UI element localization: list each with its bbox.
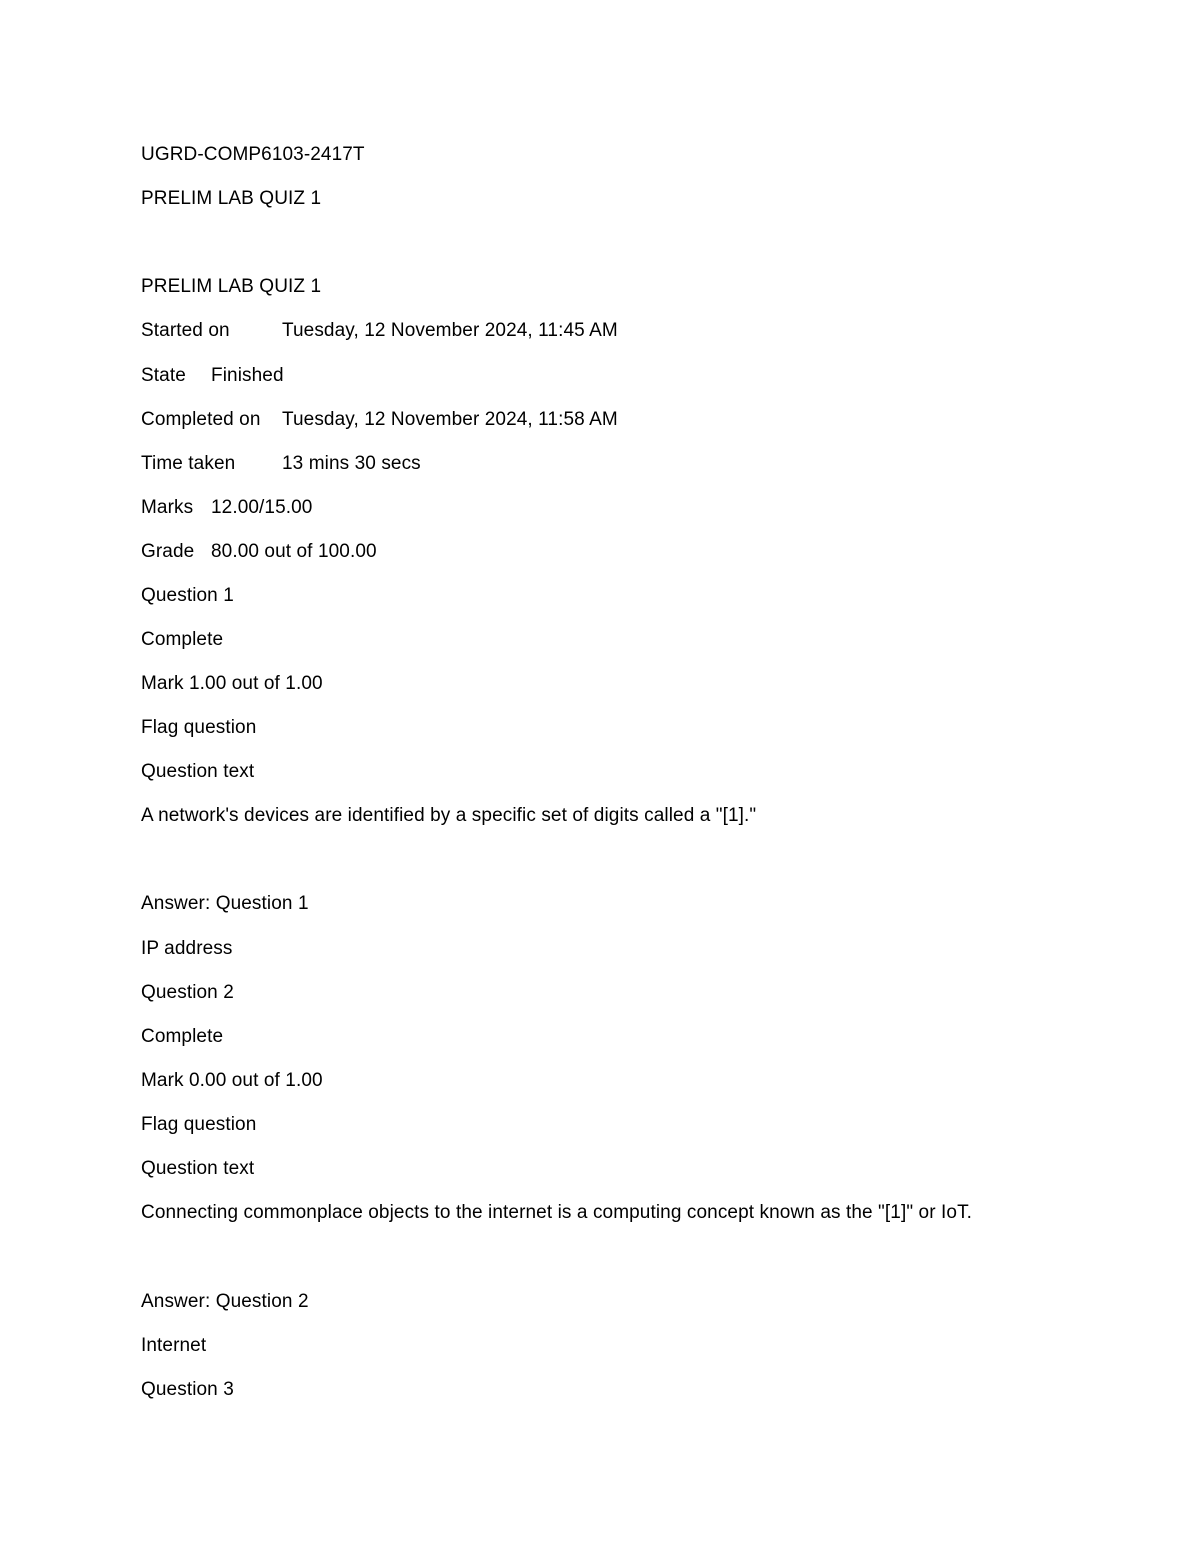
question-2-answer: Internet	[141, 1335, 207, 1356]
question-1-status: Complete	[141, 629, 224, 650]
question-1-answer: IP address	[141, 938, 233, 959]
question-1-heading: Question 1	[141, 585, 234, 606]
question-2-text-label: Question text	[141, 1158, 255, 1179]
question-1-text-label: Question text	[141, 761, 255, 782]
question-1-text: A network's devices are identified by a specific set of digits called a "[1]."	[141, 805, 757, 826]
state-value: Finished	[211, 365, 284, 386]
grade-row	[141, 540, 377, 564]
quiz-title: PRELIM LAB QUIZ 1	[141, 188, 322, 209]
started-on-value: Tuesday, 12 November 2024, 11:45 AM	[282, 320, 618, 341]
marks-value: 12.00/15.00	[211, 497, 313, 518]
time-taken-value: 13 mins 30 secs	[282, 453, 421, 474]
grade-value: 80.00 out of 100.00	[211, 541, 377, 562]
document-page	[141, 0, 1141, 1553]
started-on-row	[141, 319, 618, 343]
course-code: UGRD-COMP6103-2417T	[141, 144, 365, 165]
state-row	[141, 364, 284, 388]
quiz-title-repeat: PRELIM LAB QUIZ 1	[141, 276, 322, 297]
state-label: State	[141, 365, 186, 386]
question-3-heading: Question 3	[141, 1379, 234, 1400]
question-1-flag: Flag question	[141, 717, 257, 738]
question-2-status: Complete	[141, 1026, 224, 1047]
grade-label: Grade	[141, 541, 195, 562]
completed-on-value: Tuesday, 12 November 2024, 11:58 AM	[282, 409, 618, 430]
completed-on-label: Completed on	[141, 409, 261, 430]
question-2-mark: Mark 0.00 out of 1.00	[141, 1070, 323, 1091]
time-taken-label: Time taken	[141, 453, 236, 474]
question-2-text: Connecting commonplace objects to the internet is a computing concept known as the "[1]" or IoT.	[141, 1202, 973, 1223]
time-taken-row	[141, 452, 421, 476]
question-1-answer-label: Answer: Question 1	[141, 893, 309, 914]
question-1-mark: Mark 1.00 out of 1.00	[141, 673, 323, 694]
marks-label: Marks	[141, 497, 194, 518]
question-2-answer-label: Answer: Question 2	[141, 1291, 309, 1312]
question-2-heading: Question 2	[141, 982, 234, 1003]
started-on-label: Started on	[141, 320, 230, 341]
marks-row	[141, 496, 312, 520]
question-2-flag: Flag question	[141, 1114, 257, 1135]
completed-on-row	[141, 408, 618, 432]
